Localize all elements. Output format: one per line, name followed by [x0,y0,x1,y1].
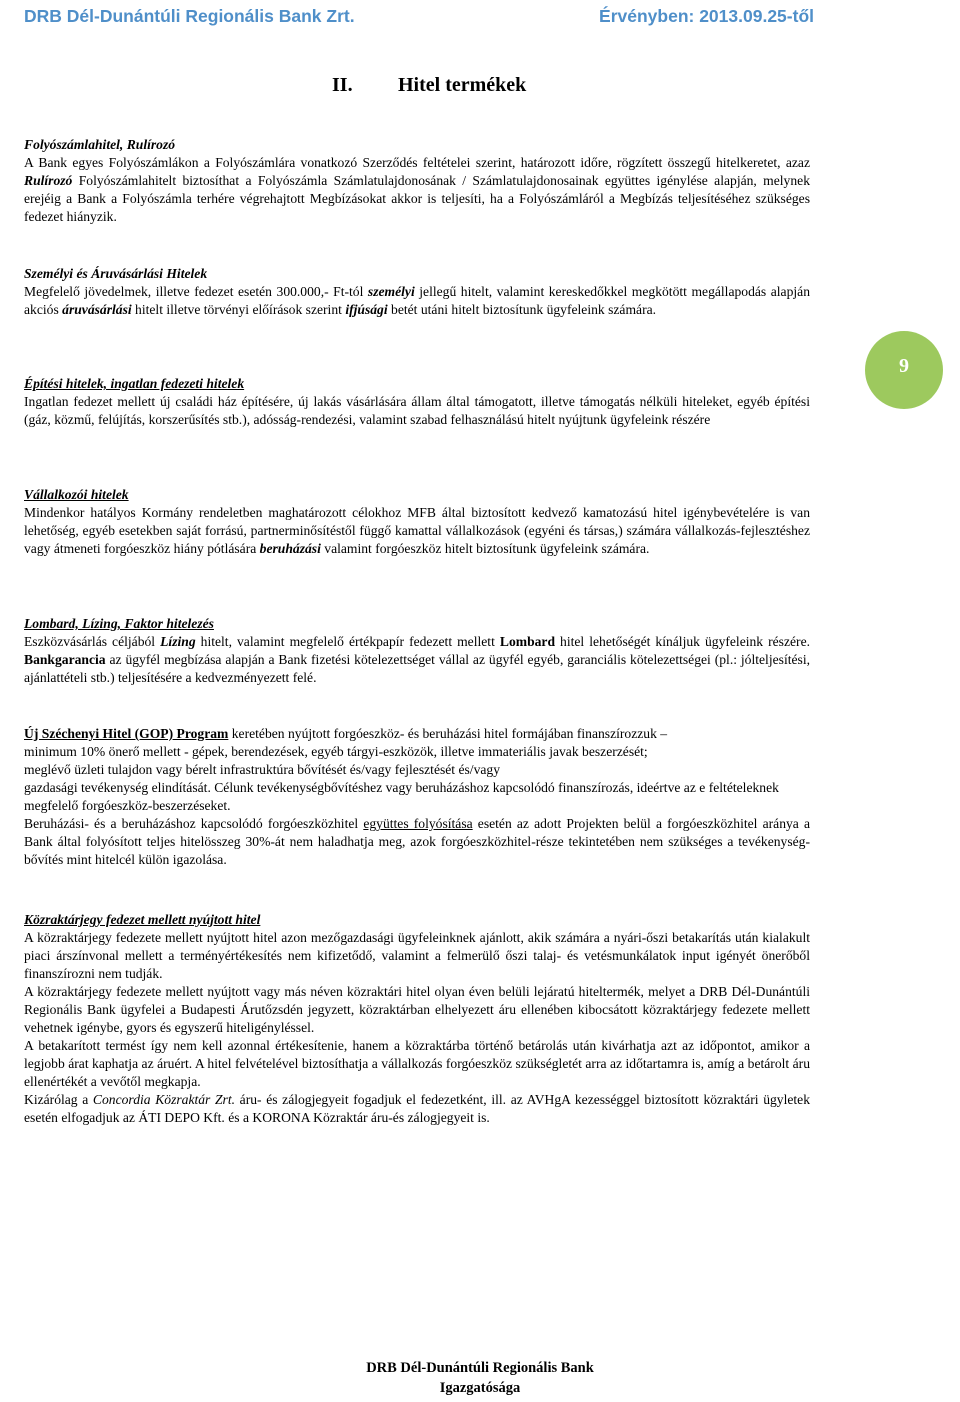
section-heading: Építési hitelek, ingatlan fedezeti hitelek [24,376,245,391]
body-text: valamint forgóeszköz hitelt biztosítunk ügyfeleink számára. [320,541,650,556]
body-line: minimum 10% önerő mellett - gépek, berendezések, egyéb tárgyi-eszközök, illetve immateriális javak beszerzését; [24,744,648,759]
body-text-emphasis: személyi [367,284,415,299]
section-szechenyi-hitel [24,725,810,869]
section-body: Ingatlan fedezet mellett új családi ház építésére, új lakás vásárlására állam által támogatott, illetve támogatás nélküli hiteleket, egyéb építési (gáz, közmű, felújítás, korszerűsítés stb.), adósság-rendezési, valamint szabad felhasználású hitelt nyújtunk ügyfeleink részére [24,394,810,427]
section-epitesi-hitelek [24,375,810,429]
body-text-underlined: együttes folyósítása [363,816,473,831]
page-footer [0,1358,960,1398]
body-text: Folyószámlahitelt biztosíthat a Folyószámla Számlatulajdonosának / Számlatulajdonosainak együttes igénylése alapján, melynek erejéig a Bank a Folyószámla terhére végrehajtott Megbízásokat akkor is teljesíti, ha a Folyószámláról a Megbízás teljesítéséhez szükséges fedezet hiányzik. [24,173,810,224]
body-line: meglévő üzleti tulajdon vagy bérelt infrastruktúra bővítését és/vagy fejlesztését és/vagy [24,762,501,777]
body-text: Kizárólag a [24,1092,93,1107]
body-text: hitel lehetőségét kínáljuk ügyfeleink részére. [555,634,811,649]
body-text: Beruházási- és a beruházáshoz kapcsolódó forgóeszközhitel [24,816,364,831]
section-body [24,633,810,687]
section-paragraph: A betakarított termést így nem kell azonnal értékesítenie, hanem a közraktárba történő betárolás után kivárhatja azt az időpontot, amikor a legjobb árat kaphatja az áruért. A hitel felvételével biztosíthatja a vállalkozás forgóeszköz szükségletét arra az időtartamra is, amíg a betárolt áru ellenértékét a vevőtől megkapja. [24,1038,810,1089]
section-body [24,283,810,319]
header-validity: Érvényben: 2013.09.25-től [599,6,814,26]
body-text: áru- és zálogjegyeit fogadjuk el fedezetként, ill. az AVHgA kezességgel biztosított közraktári ügyletek esetén elfogadjuk az ÁTI DEPO Kft. és a KORONA Közraktár áru-és zálogjegyeit is. [24,1092,810,1125]
body-text-italic: Concordia Közraktár Zrt. [92,1092,236,1107]
body-text: keretében nyújtott forgóeszköz- és beruházási hitel formájában finanszírozzuk – [228,726,668,741]
body-text: jellegű hitelt, valamint kereskedőkkel megkötött megállapodás alapján akciós [24,284,810,317]
body-text: betét utáni hitelt biztosítunk ügyfeleink számára. [387,302,657,317]
section-folyoszamlahitel [24,136,810,226]
section-heading: Vállalkozói hitelek [24,487,129,502]
body-text: az ügyfél megbízása alapján a Bank fizetési kötelezettséget vállal az ügyfél egyéb, garanciális kötelezettségei (pl.: jólteljesítési, ajánlattételi stb.) teljesítésére a kedvezményezett felé. [24,652,810,685]
section-body [24,154,810,226]
body-text: esetén az adott Projekten belül a forgóeszközhitel aránya a Bank által folyósított teljes hitelösszeg 30%-át nem haladhatja meg, azok forgóeszközhitel-része tekintetében nem szükséges a tevékenység-bővítés mint hitelcél külön igazolása. [24,816,810,867]
body-text: Mindenkor hatályos Kormány rendeletben maghatározott célokhoz MFB által biztosított kedvező kamatozású hitel igénybevételére is van lehetőség, egyéb esetekben saját forrású, partnerminősítéstől függő kamattal vállalkozások (egyéni és társas,) számára vállalkozás-fejlesztéshez vagy átmeneti forgóeszköz hiány pótlására [24,505,810,556]
body-text-emphasis: Lízing [160,634,196,649]
section-paragraph: A közraktárjegy fedezete mellett nyújtott vagy más néven közraktári hitel olyan éven belüli lejáratú hiteltermék, melyet a DRB Dél-Dunántúli Regionális Bank ügyfelei a Budapesti Árutőzsdén jegyzett, közraktárban elhelyezett áru ellenében kibocsátott közraktárjegy fedezete mellett vehetnek igénybe, gyors és egyszerű hiteligényléssel. [24,984,810,1035]
section-body [24,504,810,558]
section-vallalkozoi-hitelek [24,486,810,558]
section-paragraph [24,1091,810,1127]
header-bank-name: DRB Dél-Dunántúli Regionális Bank Zrt. [24,6,355,26]
body-line: gazdasági tevékenység elindítását. Célunk tevékenységbővítéshez vagy beruházáshoz kapcsolódó finanszírozás, ideértve az e feltételeknek megfelelő forgóeszköz-beszerzéseket. [24,780,779,813]
chapter-number: II. [332,74,353,96]
section-body [24,725,810,743]
section-heading: Közraktárjegy fedezet mellett nyújtott hitel [24,912,261,927]
body-text-emphasis: Rulírozó [24,173,73,188]
body-text: Eszközvásárlás céljából [24,634,161,649]
section-heading: Személyi és Áruvásárlási Hitelek [24,266,208,281]
section-paragraph: A közraktárjegy fedezete mellett nyújtott hitel azon mezőgazdasági ügyfeleinknek ajánlott, akik számára a nyári-őszi betakarítás után kialakult piaci árszínvonal mellett a terményértékesítés nem kifizetődő, valamint a felmerülő őszi talaj- és vetésmunkálatok input igényét önerőből finanszírozni nem tudják. [24,930,810,981]
body-text-bold: Lombard [499,634,556,649]
section-szemelyi-hitelek [24,265,810,319]
page-header [0,6,960,28]
section-heading: Lombard, Lízing, Faktor hitelezés [24,616,214,631]
body-text: Megfelelő jövedelmek, illetve fedezet esetén 300.000,- Ft-tól [24,284,368,299]
body-text: hitelt illetve törvényi előírások szerint [131,302,346,317]
section-body [24,815,810,869]
body-text-emphasis: ifjúsági [345,302,388,317]
body-text-bold: Bankgarancia [24,652,106,667]
body-text-emphasis: beruházási [259,541,321,556]
body-text-emphasis: áruvásárlási [62,302,132,317]
program-name: Új Széchenyi Hitel (GOP) Program [24,726,229,741]
section-heading: Folyószámlahitel, Rulírozó [24,137,176,152]
body-text: A Bank egyes Folyószámlákon a Folyószámlára vonatkozó Szerződés feltételei szerint, határozott időre, rögzített összegű hitelkeretet, azaz [24,155,810,170]
page-number-badge: 9 [865,331,943,409]
section-lombard-lizing [24,615,810,687]
chapter-title-text: Hitel termékek [398,74,527,96]
body-text: hitelt, valamint megfelelő értékpapír fedezett mellett [195,634,500,649]
footer-bank-name: DRB Dél-Dunántúli Regionális Bank [366,1360,594,1376]
footer-board: Igazgatósága [439,1380,521,1396]
chapter-title [332,74,526,97]
section-kozraktarjegy [24,911,810,1127]
